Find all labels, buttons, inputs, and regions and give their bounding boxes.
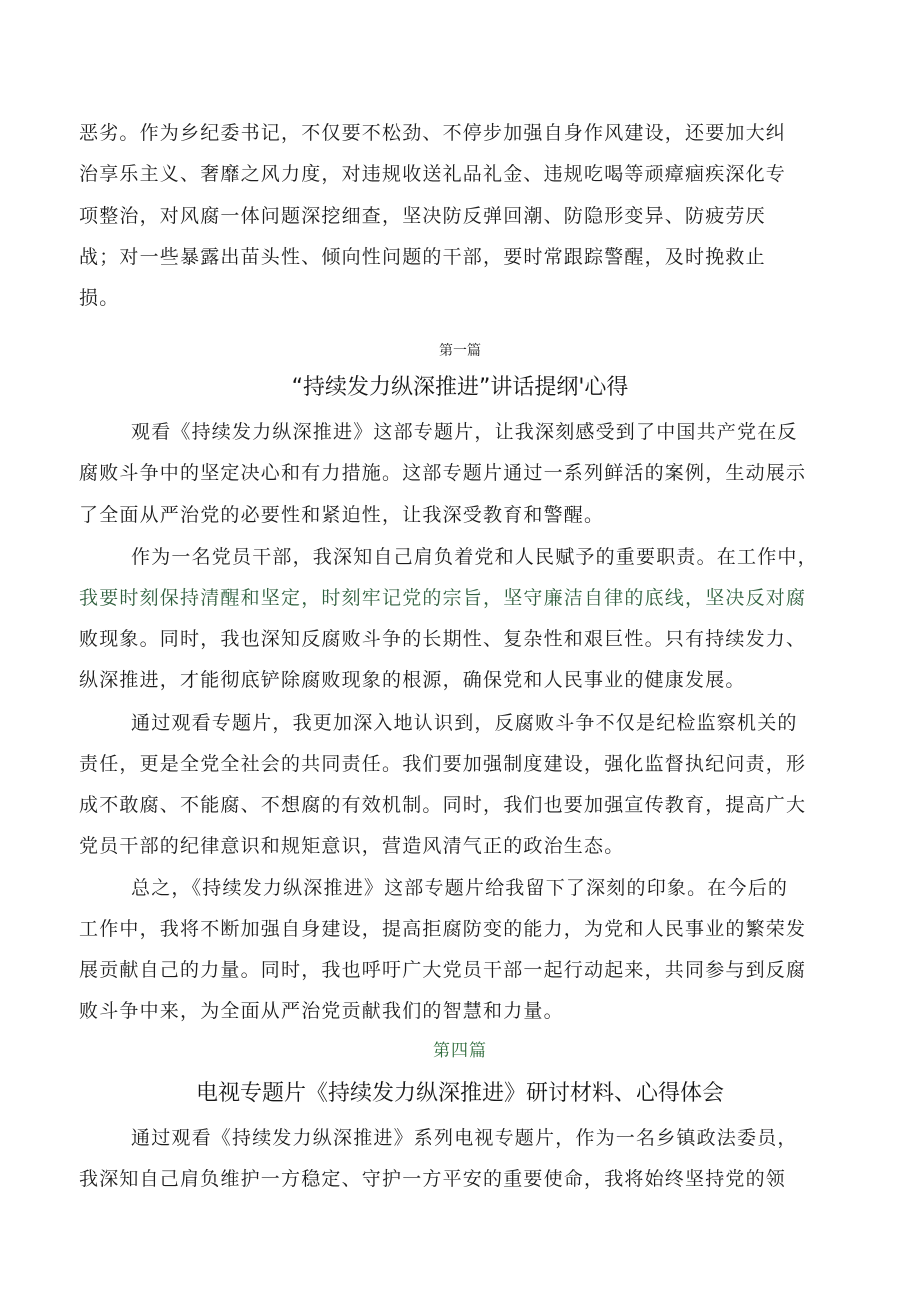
s4-line-1: 通过观看《持续发力纵深推进》系列电视专题片，作为一名乡镇政法委员， — [131, 1127, 798, 1149]
intro-line-3: 项整治，对风腐一体问题深挖细查，坚决防反弹回潮、防隐形变异、防疲劳厌 — [79, 205, 766, 227]
section4-label: 第四篇 — [433, 1041, 487, 1061]
s1-p1-line-3: 了全面从严治党的必要性和紧迫性，让我深受教育和警醒。 — [79, 504, 605, 526]
s1-p4-line-1: 总之，《持续发力纵深推进》这部专题片给我留下了深刻的印象。在今后的 — [131, 877, 789, 899]
section1-label: 第一篇 — [439, 343, 481, 359]
s1-p2-line-4: 纵深推进，才能彻底铲除腐败现象的根源，确保党和人民事业的健康发展。 — [79, 669, 746, 691]
s1-p3-line-3: 成不敢腐、不能腐、不想腐的有效机制。同时，我们也要加强宣传教育，提高广大 — [79, 794, 807, 816]
s4-line-2: 我深知自己肩负维护一方稳定、守护一方平安的重要使命，我将始终坚持党的领 — [79, 1168, 787, 1190]
s1-p3-line-1: 通过观看专题片，我更加深入地认识到，反腐败斗争不仅是纪检监察机关的 — [131, 712, 798, 734]
intro-line-1: 恶劣。作为乡纪委书记，不仅要不松劲、不停步加强自身作风建设，还要加大纠 — [79, 122, 787, 144]
section1-title: “持续发力纵深推进”讲话提纲'心得 — [291, 375, 629, 400]
section4-title: 电视专题片《持续发力纵深推进》研讨材料、心得体会 — [195, 1081, 724, 1106]
s1-p1-line-2: 腐败斗争中的坚定决心和有力措施。这部专题片通过一系列鲜活的案例，生动展示 — [79, 462, 807, 484]
intro-line-5: 损。 — [79, 287, 120, 309]
s1-p4-line-2: 工作中，我将不断加强自身建设，提高拒腐防变的能力，为党和人民事业的繁荣发 — [79, 918, 807, 940]
s1-p3-line-4: 党员干部的纪律意识和规矩意识，营造风清气正的政治生态。 — [79, 835, 625, 857]
s1-p2-line-2: 我要时刻保持清醒和坚定，时刻牢记党的宗旨，坚守廉洁自律的底线，坚决反对腐 — [79, 587, 807, 609]
s1-p4-line-4: 败斗争中来，为全面从严治党贡献我们的智慧和力量。 — [79, 1000, 564, 1022]
s1-p3-line-2: 责任，更是全党全社会的共同责任。我们要加强制度建设，强化监督执纪问责，形 — [79, 753, 807, 775]
intro-line-2: 治享乐主义、奢靡之风力度，对违规收送礼品礼金、违规吃喝等顽瘴痼疾深化专 — [79, 163, 787, 185]
s1-p2-line-3: 败现象。同时，我也深知反腐败斗争的长期性、复杂性和艰巨性。只有持续发力、 — [79, 628, 807, 650]
s1-p1-line-1: 观看《持续发力纵深推进》这部专题片，让我深刻感受到了中国共产党在反 — [131, 421, 798, 443]
s1-p4-line-3: 展贡献自己的力量。同时，我也呼吁广大党员干部一起行动起来，共同参与到反腐 — [79, 959, 807, 981]
s1-p2-line-1: 作为一名党员干部，我深知自己肩负着党和人民赋予的重要职责。在工作中， — [131, 546, 818, 568]
intro-line-4: 战；对一些暴露出苗头性、倾向性问题的干部，要时常跟踪警醒，及时挽救止 — [79, 246, 766, 268]
